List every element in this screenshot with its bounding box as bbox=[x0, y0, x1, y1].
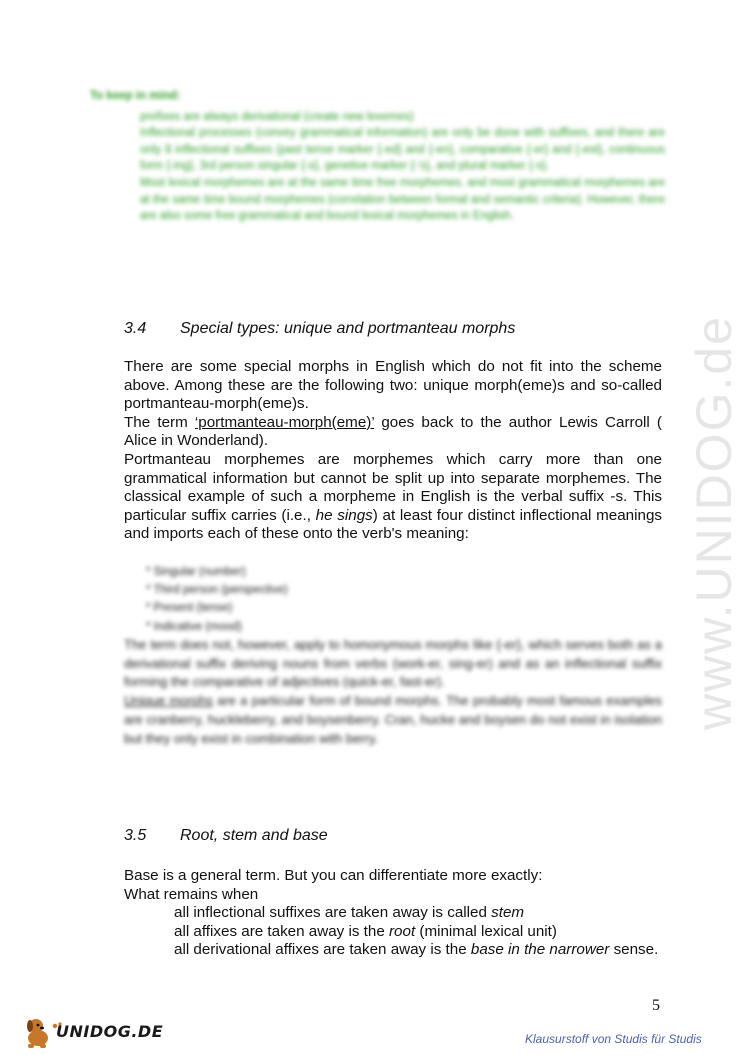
text-run: all derivational affixes are taken away is the bbox=[174, 941, 471, 959]
text-run: ) at least four distinct inflectional meanings and imports each of these onto the verb's meaning: bbox=[124, 506, 662, 543]
section-3-4-body bbox=[124, 358, 662, 544]
page-number: 5 bbox=[652, 997, 660, 1014]
section-title: Root, stem and base bbox=[180, 827, 328, 844]
section-heading-3-4 bbox=[124, 320, 515, 338]
definition-item bbox=[174, 923, 662, 942]
keep-in-mind-body bbox=[140, 109, 665, 225]
unique-morphs-term: Unique morphs bbox=[124, 693, 213, 709]
paragraph: Base is a general term. But you can differentiate more exactly: bbox=[124, 867, 543, 884]
term-base: base in the narrower bbox=[470, 941, 610, 959]
keep-in-mind-box bbox=[90, 88, 665, 225]
bullet-item: * Singular (number) bbox=[146, 566, 246, 578]
footer-tagline: Klausurstoff von Studis für Studis bbox=[525, 1032, 702, 1046]
text-run: Portmanteau morphemes are morphemes which carry more than one grammatical information but cannot be split up into separate morphemes. The classical example of such a morpheme in English is the verbal suffix -s. This particular suffix carries (i.e., bbox=[124, 450, 662, 524]
definition-item bbox=[174, 904, 662, 923]
watermark bbox=[670, 275, 740, 735]
paragraph: The term does not, however, apply to homonymous morphs like {-er}, which serves both as a derivational suffix deriving nouns from verbs (work-er, sing-er) and as an inflectional suffix forming the comparative of adjectives (quick-er, fast-er). bbox=[124, 636, 662, 690]
paragraph bbox=[124, 414, 662, 451]
paragraph: What remains when bbox=[124, 885, 259, 903]
section-heading-3-5 bbox=[124, 827, 328, 845]
text-run: are a particular form of bound morphs. The probably most famous examples are cranberry, huckleberry, and boysenberry. Cran, hucke and boysen do not exist in isolation but they only exist in combination with berry. bbox=[124, 693, 662, 746]
section-3-5-body bbox=[124, 867, 662, 960]
bullet-item: * Indicative (mood) bbox=[146, 620, 242, 633]
keep-in-mind-line: Inflectional processes (convey grammatical information) are only be done with suffixes, and there are only 8 inflectional suffixes (past tense marker {-ed} and {-en}, comparative {-er} and {-est}, continuous form {-ing}, 3rd person singular {-s}, genetive marker {-'s}, and plural marker {-s}. bbox=[140, 127, 665, 173]
section-number: 3.5 bbox=[124, 827, 147, 844]
section-title: Special types: unique and portmanteau morphs bbox=[180, 320, 516, 337]
text-run: goes back to the author Lewis Carroll ( Alice in Wonderland). bbox=[124, 413, 662, 450]
term-root: root bbox=[389, 922, 416, 940]
example-italic: he sings bbox=[315, 506, 373, 524]
text-run: all inflectional suffixes are taken away is called bbox=[174, 904, 492, 922]
bullet-item: * Third person (perspective) bbox=[146, 584, 288, 597]
logo-text: UNIDOG.DE bbox=[56, 1022, 164, 1041]
definition-item bbox=[174, 941, 662, 960]
text-run: sense. bbox=[609, 941, 659, 959]
section-number: 3.4 bbox=[124, 320, 147, 337]
watermark-text: www.UNIDOG.de bbox=[686, 315, 742, 730]
portmanteau-term: ‘portmanteau-morph(eme)’ bbox=[194, 413, 375, 431]
text-run: The term bbox=[124, 413, 195, 431]
blurred-text-region bbox=[124, 525, 662, 749]
text-run: all affixes are taken away is the bbox=[174, 922, 389, 940]
keep-in-mind-line: Most lexical morphemes are at the same time free morphemes, and most grammatical morphemes are at the same time bound morphemes (correlation between formal and semantic criteria). However, there are also some free grammatical and bound lexical morphemes in English. bbox=[140, 176, 665, 223]
paragraph: There are some special morphs in English which do not fit into the scheme above. Among these are the following two: unique morph(eme)s and so-called portmanteau-morph(eme)s. bbox=[124, 358, 662, 413]
keep-in-mind-line: prefixes are always derivational (create new lexemes) bbox=[140, 110, 414, 123]
term-stem: stem bbox=[491, 904, 525, 922]
paragraph bbox=[124, 692, 662, 748]
bullet-item: * Present (tense) bbox=[146, 602, 233, 615]
text-run: (minimal lexical unit) bbox=[415, 922, 557, 940]
keep-in-mind-title: To keep in mind: bbox=[90, 90, 181, 102]
